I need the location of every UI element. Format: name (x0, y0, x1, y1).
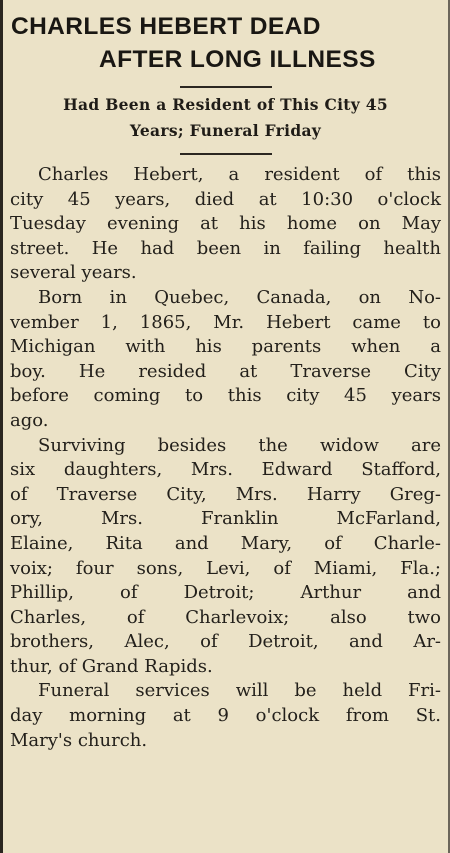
headline-line-1: CHARLES HEBERT DEAD (11, 13, 321, 40)
article-line: thur, of Grand Rapids. (10, 655, 213, 677)
article-line: Surviving besides the widow are (38, 434, 441, 456)
article-line: Charles, of Charlevoix; also two (10, 606, 441, 628)
headline-line-2: AFTER LONG ILLNESS (99, 46, 376, 73)
article-line: Born in Quebec, Canada, on No- (38, 286, 441, 308)
article-line: Funeral services will be held Fri- (38, 680, 441, 702)
article-line: before coming to this city 45 years (10, 385, 441, 407)
article-line: Elaine, Rita and Mary, of Charle- (10, 532, 441, 554)
article-line: voix; four sons, Levi, of Miami, Fla.; (10, 557, 441, 579)
subheadline-line-2: Years; Funeral Friday (129, 121, 322, 140)
article-line: day morning at 9 o'clock from St. (10, 705, 441, 727)
article-line: several years. (10, 262, 137, 284)
article-paragraph (10, 434, 441, 680)
article-body (3, 155, 448, 753)
article-paragraph (10, 163, 441, 286)
article-line: ago. (10, 409, 49, 431)
article-line: Mary's church. (10, 729, 148, 751)
article-line: brothers, Alec, of Detroit, and Ar- (10, 631, 441, 653)
article-line: Tuesday evening at his home on May (10, 213, 441, 235)
article-line: six daughters, Mrs. Edward Stafford, (10, 459, 441, 481)
article-line: city 45 years, died at 10:30 o'clock (10, 188, 441, 210)
divider-top (180, 86, 272, 88)
article-line: Michigan with his parents when a (10, 336, 441, 358)
article-line: Phillip, of Detroit; Arthur and (10, 582, 441, 604)
subheadline-line-1: Had Been a Resident of This City 45 (63, 95, 388, 114)
article-line: ory, Mrs. Franklin McFarland, (10, 508, 441, 530)
article-paragraph (10, 286, 441, 434)
article-line: Charles Hebert, a resident of this (38, 164, 441, 185)
article-paragraph (10, 679, 441, 753)
article-line: vember 1, 1865, Mr. Hebert came to (10, 311, 441, 333)
subheadline (3, 92, 448, 144)
article-line: boy. He resided at Traverse City (10, 360, 441, 382)
article-line: of Traverse City, Mrs. Harry Greg- (10, 483, 441, 505)
article-line: street. He had been in failing health (10, 237, 441, 259)
headline (3, 0, 448, 76)
